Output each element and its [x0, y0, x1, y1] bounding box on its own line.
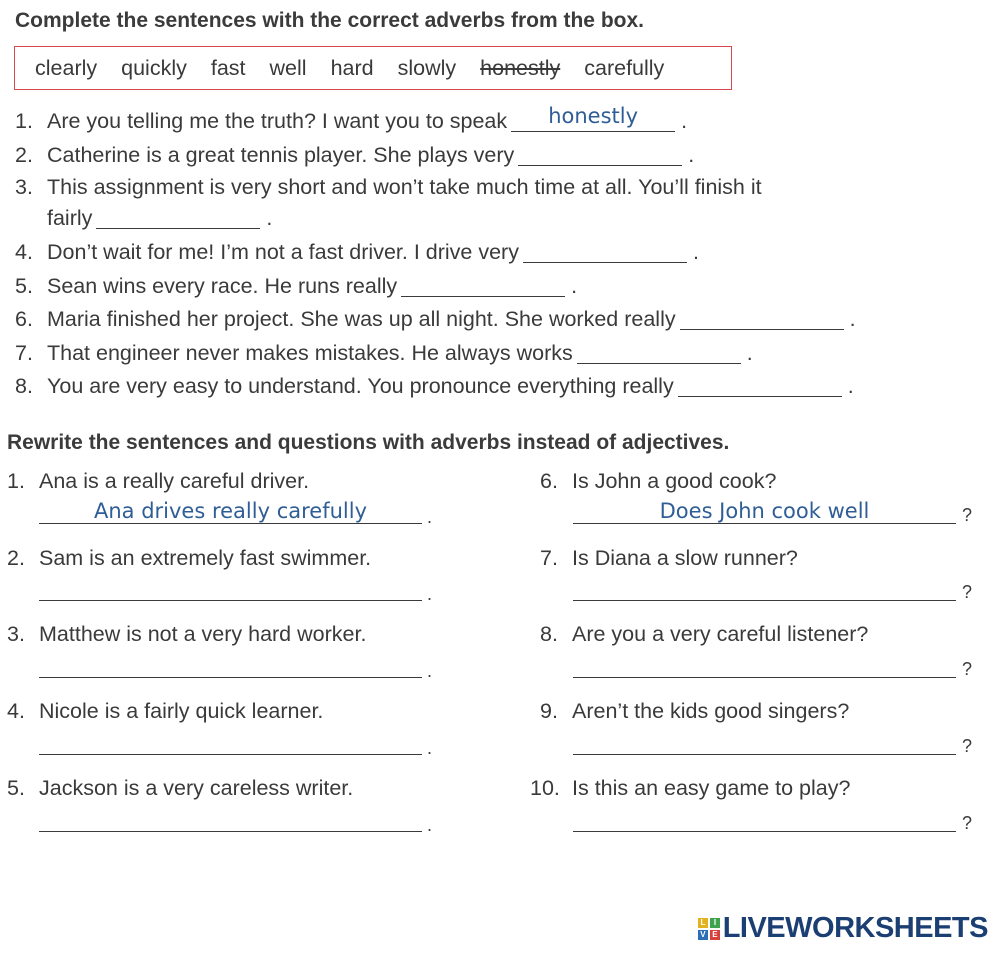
- sentence-8: 8. You are very easy to understand. You pronounce everything really .: [15, 374, 854, 398]
- rewrite-line-1[interactable]: [39, 497, 422, 524]
- answer-text: honestly: [548, 104, 639, 128]
- rewrite-line-2[interactable]: [39, 574, 422, 601]
- answer-blank-6[interactable]: [680, 305, 844, 330]
- sentence-4: 4. Don’t wait for me! I’m not a fast driver. I drive very .: [15, 240, 699, 264]
- rewrite-item-5: 5. Jackson is a very careless writer.: [7, 776, 354, 800]
- rewrite-item-10: 10. Is this an easy game to play?: [530, 776, 851, 800]
- box-word: hard: [330, 55, 374, 80]
- answer-blank-8[interactable]: [678, 372, 842, 397]
- rewrite-line-9[interactable]: [573, 728, 956, 755]
- rewrite-item-9: 9. Aren’t the kids good singers?: [540, 699, 850, 723]
- box-word: clearly: [35, 55, 98, 80]
- sentence-3-cont: fairly .: [47, 206, 273, 230]
- liveworksheets-logo[interactable]: [698, 912, 988, 945]
- sentence-7: 7. That engineer never makes mistakes. He always works .: [15, 341, 753, 365]
- rewrite-item-1: 1. Ana is a really careful driver.: [7, 469, 310, 493]
- word-box: [14, 46, 732, 90]
- sentence-6: 6. Maria finished her project. She was up all night. She worked really .: [15, 307, 856, 331]
- rewrite-item-3: 3. Matthew is not a very hard worker.: [7, 622, 367, 646]
- rewrite-line-7[interactable]: [573, 574, 956, 601]
- box-word: slowly: [397, 55, 457, 80]
- answer-blank-4[interactable]: [523, 238, 687, 263]
- answer-text: Does John cook well: [659, 499, 870, 523]
- rewrite-line-3[interactable]: [39, 651, 422, 678]
- rewrite-item-4: 4. Nicole is a fairly quick learner.: [7, 699, 324, 723]
- sentence-3: 3. This assignment is very short and won’t take much time at all. You’ll finish it: [15, 175, 762, 199]
- answer-text: Ana drives really carefully: [93, 499, 368, 523]
- part2-instruction: Rewrite the sentences and questions with adverbs instead of adjectives.: [7, 431, 730, 454]
- box-word-used: honestly: [480, 55, 561, 80]
- rewrite-line-4[interactable]: [39, 728, 422, 755]
- rewrite-line-10[interactable]: [573, 805, 956, 832]
- answer-blank-7[interactable]: [577, 339, 741, 364]
- rewrite-line-6[interactable]: [573, 497, 956, 524]
- sentence-1: 1. Are you telling me the truth? I want you to speak honestly .: [15, 104, 688, 133]
- answer-blank-2[interactable]: [518, 141, 682, 166]
- box-word: carefully: [584, 55, 665, 80]
- rewrite-line-5[interactable]: [39, 805, 422, 832]
- rewrite-item-7: 7. Is Diana a slow runner?: [540, 546, 798, 570]
- box-word: well: [269, 55, 307, 80]
- logo-mark-icon: L I V E: [698, 918, 720, 940]
- answer-blank-3[interactable]: [96, 204, 260, 229]
- rewrite-item-8: 8. Are you a very careful listener?: [540, 622, 869, 646]
- answer-blank-1[interactable]: [511, 104, 675, 132]
- rewrite-item-2: 2. Sam is an extremely fast swimmer.: [7, 546, 372, 570]
- sentence-5: 5. Sean wins every race. He runs really .: [15, 274, 578, 298]
- part1-instruction: Complete the sentences with the correct adverbs from the box.: [15, 9, 644, 32]
- box-word: fast: [210, 55, 246, 80]
- rewrite-item-6: 6. Is John a good cook?: [540, 469, 777, 493]
- sentence-2: 2. Catherine is a great tennis player. She plays very .: [15, 143, 695, 167]
- box-word: quickly: [121, 55, 187, 80]
- rewrite-line-8[interactable]: [573, 651, 956, 678]
- logo-text: LIVEWORKSHEETS: [722, 912, 988, 944]
- answer-blank-5[interactable]: [401, 272, 565, 297]
